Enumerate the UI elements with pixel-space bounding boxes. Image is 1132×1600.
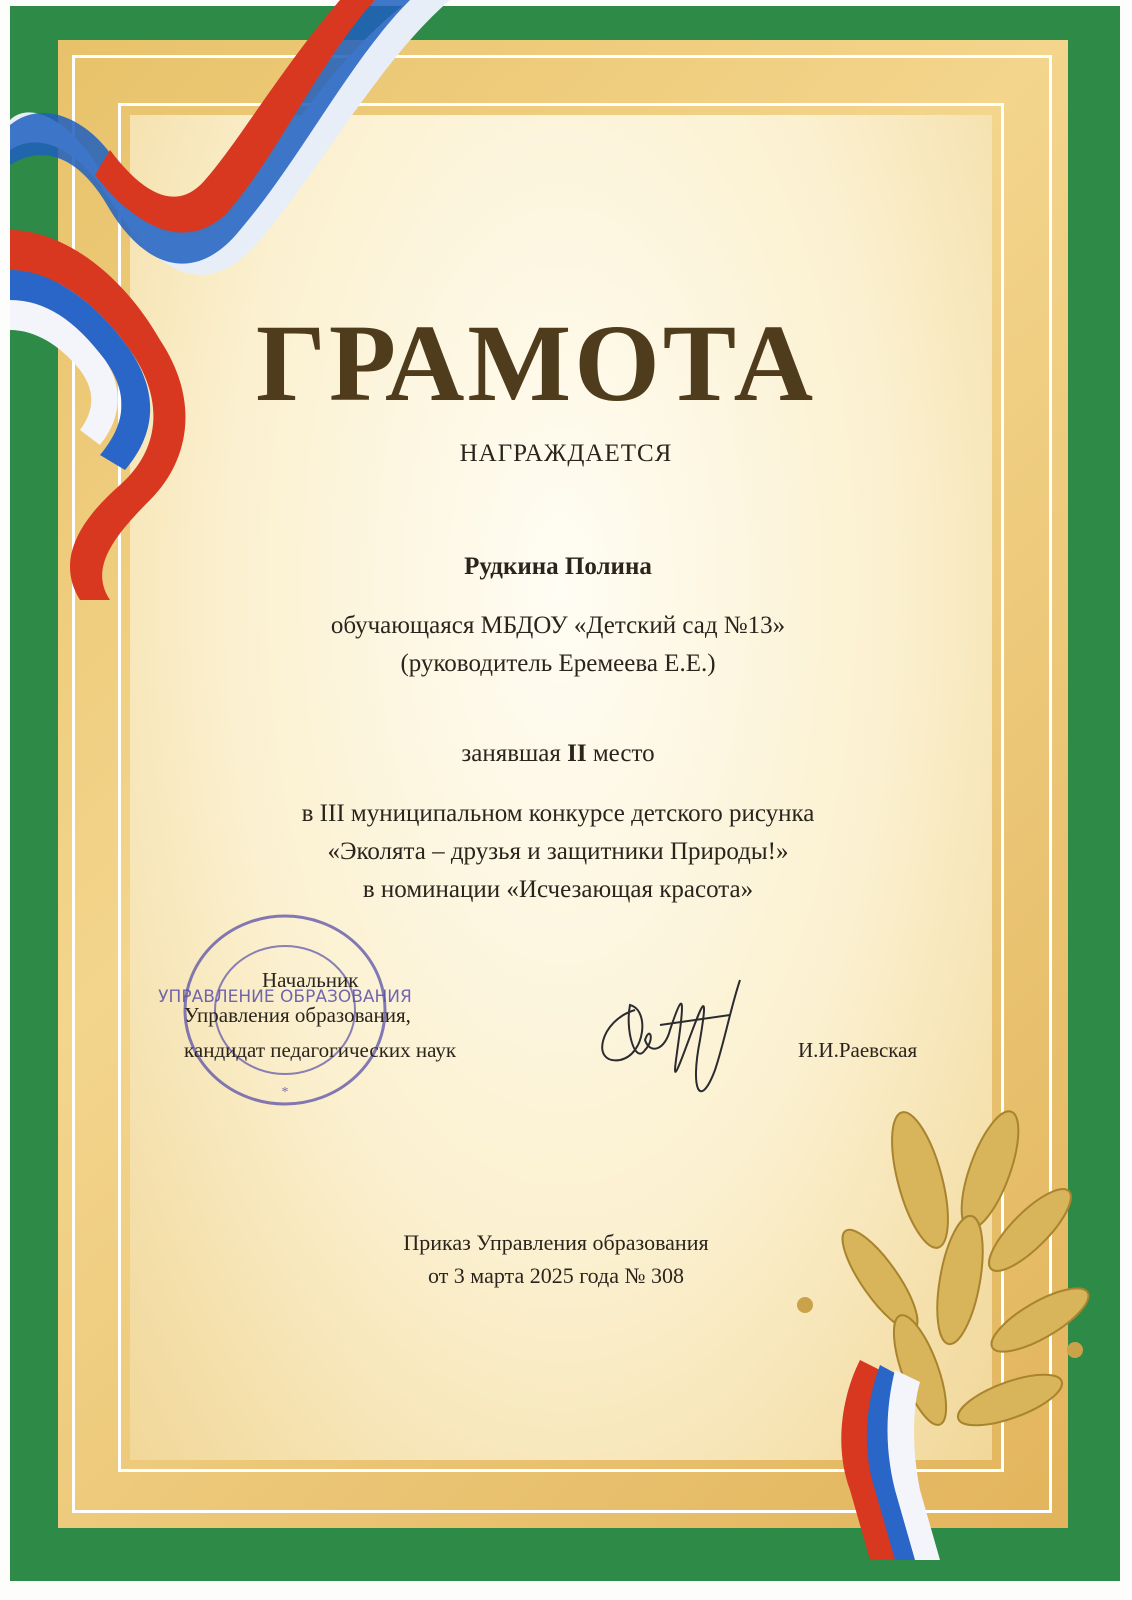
contest-line-1: в III муниципальном конкурсе детского рисунка	[301, 800, 815, 827]
stamp-center-text: УПРАВЛЕНИЕ ОБРАЗОВАНИЯ	[158, 987, 412, 1007]
order-line-1: Приказ Управления образования	[403, 1230, 709, 1255]
place-value: II	[567, 740, 587, 767]
certificate-title: ГРАМОТА	[255, 302, 817, 424]
recipient-name: Рудкина Полина	[464, 553, 652, 580]
place-line	[0, 740, 1124, 768]
awarded-label: НАГРАЖДАЕТСЯ	[459, 440, 673, 467]
order-line-2: от 3 марта 2025 года № 308	[427, 1263, 684, 1288]
contest-line-3: в номинации «Исчезающая красота»	[362, 876, 754, 903]
signature-mark	[590, 970, 760, 1120]
signatory-position-2: Управления образования,	[184, 1003, 411, 1027]
laurel-branch-icon	[790, 1110, 1120, 1560]
supervisor-line: (руководитель Еремеева Е.Е.)	[400, 650, 716, 677]
place-suffix: место	[586, 740, 655, 767]
signatory-position-3: кандидат педагогических наук	[184, 1038, 457, 1062]
institution-line: обучающаяся МБДОУ «Детский сад №13»	[330, 612, 786, 639]
signatory-name: И.И.Раевская	[798, 1038, 918, 1062]
signatory-position-1: Начальник	[262, 968, 359, 992]
svg-text:*: *	[281, 1085, 289, 1100]
place-prefix: занявшая	[461, 740, 568, 767]
contest-line-2: «Эколята – друзья и защитники Природы!»	[327, 838, 789, 865]
